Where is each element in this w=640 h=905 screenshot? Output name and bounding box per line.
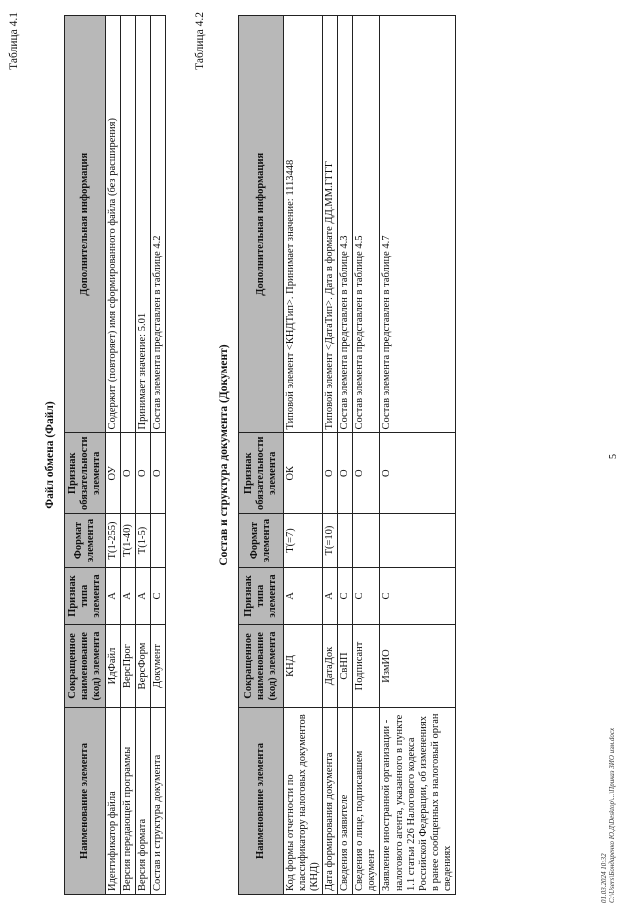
cell-name: Идентификатор файла xyxy=(106,708,121,895)
cell-code: ИдФайл xyxy=(106,625,121,708)
table-row xyxy=(353,16,380,895)
table-row xyxy=(121,16,136,895)
cell-required: О xyxy=(136,433,151,514)
cell-type: А xyxy=(106,568,121,625)
cell-code: ДатаДок xyxy=(323,625,338,708)
cell-info: Состав элемента представлен в таблице 4.2 xyxy=(151,16,166,433)
cell-info: Содержит (повторяет) имя сформированного файла (без расширения) xyxy=(106,16,121,433)
table-row xyxy=(151,16,166,895)
table-header-row xyxy=(65,16,106,895)
cell-info: Состав элемента представлен в таблице 4.7 xyxy=(380,16,455,433)
header-cell: Признак типа элемента xyxy=(65,568,106,625)
header-cell: Признак типа элемента xyxy=(239,568,284,625)
cell-code: Подписант xyxy=(353,625,380,708)
table-row xyxy=(338,16,353,895)
cell-code: ВерсПрог xyxy=(121,625,136,708)
cell-info: Типовой элемент <КНДТип>. Принимает значение: 1113448 xyxy=(284,16,323,433)
cell-name: Версия передающей программы xyxy=(121,708,136,895)
cell-info: Состав элемента представлен в таблице 4.5 xyxy=(353,16,380,433)
table-4-1-label: Таблица 4.1 xyxy=(8,12,20,70)
cell-code: СвНП xyxy=(338,625,353,708)
cell-required: О xyxy=(151,433,166,514)
table-row xyxy=(380,16,455,895)
table-4-2-label: Таблица 4.2 xyxy=(194,12,206,70)
table-row xyxy=(106,16,121,895)
cell-format: Т(1-5) xyxy=(136,514,151,568)
cell-required: О xyxy=(380,433,455,514)
cell-type: А xyxy=(323,568,338,625)
cell-type: С xyxy=(338,568,353,625)
cell-info: Принимает значение: 5.01 xyxy=(136,16,151,433)
header-cell: Дополнительная информация xyxy=(65,16,106,433)
cell-format: Т(=10) xyxy=(323,514,338,568)
table-4-1 xyxy=(64,15,166,895)
cell-info xyxy=(121,16,136,433)
cell-format xyxy=(380,514,455,568)
header-cell: Формат элемента xyxy=(239,514,284,568)
cell-code: ВерсФорм xyxy=(136,625,151,708)
table-4-2-title: Состав и структура документа (Документ) xyxy=(218,344,230,566)
table-row xyxy=(136,16,151,895)
cell-type: А xyxy=(136,568,151,625)
cell-type: А xyxy=(121,568,136,625)
footer-timestamp: 01.03.2024 10:32 xyxy=(600,853,608,903)
header-cell: Наименование элемента xyxy=(239,708,284,895)
header-cell: Формат элемента xyxy=(65,514,106,568)
cell-type: С xyxy=(353,568,380,625)
header-cell: Признак обязательности элемента xyxy=(65,433,106,514)
cell-type: С xyxy=(380,568,455,625)
cell-name: Код формы отчетности по классификатору налоговых документов (КНД) xyxy=(284,708,323,895)
cell-info: Типовой элемент <ДатаТип>. Дата в формате ДД.ММ.ГГГГ xyxy=(323,16,338,433)
cell-name: Сведения о заявителе xyxy=(338,708,353,895)
cell-name: Сведения о лице, подписавшем документ xyxy=(353,708,380,895)
table-4-2 xyxy=(238,15,456,895)
header-cell: Сокращенное наименование (код) элемента xyxy=(239,625,284,708)
cell-format xyxy=(338,514,353,568)
cell-required: ОУ xyxy=(106,433,121,514)
cell-required: О xyxy=(353,433,380,514)
header-cell: Дополнительная информация xyxy=(239,16,284,433)
header-cell: Наименование элемента xyxy=(65,708,106,895)
cell-format xyxy=(151,514,166,568)
cell-info: Состав элемента представлен в таблице 4.3 xyxy=(338,16,353,433)
cell-code: Документ xyxy=(151,625,166,708)
cell-format: Т(1-40) xyxy=(121,514,136,568)
cell-format: Т(1-255) xyxy=(106,514,121,568)
header-cell: Признак обязательности элемента xyxy=(239,433,284,514)
cell-code: ИзмИО xyxy=(380,625,455,708)
cell-required: О xyxy=(121,433,136,514)
footer-file-path: C:\Users\Бондаренко Ю.Д\Desktop\...\Приказ ЗИО изм.docx xyxy=(608,727,617,903)
header-cell: Сокращенное наименование (код) элемента xyxy=(65,625,106,708)
cell-type: А xyxy=(284,568,323,625)
cell-format xyxy=(353,514,380,568)
table-row xyxy=(284,16,323,895)
cell-required: О xyxy=(338,433,353,514)
table-row xyxy=(323,16,338,895)
cell-name: Заявление иностранной организации - налогового агента, указанного в пункте 1.1 статьи 226 Налогового кодекса Российской Федерации, об изменениях в ранее сообщенных в налоговый орган сведениях xyxy=(380,708,455,895)
cell-name: Дата формирования документа xyxy=(323,708,338,895)
page-number: 5 xyxy=(608,454,619,459)
cell-required: ОК xyxy=(284,433,323,514)
cell-name: Состав и структура документа xyxy=(151,708,166,895)
cell-code: КНД xyxy=(284,625,323,708)
table-4-1-title: Файл обмена (Файл) xyxy=(44,401,56,509)
cell-name: Версия формата xyxy=(136,708,151,895)
cell-type: С xyxy=(151,568,166,625)
cell-format: Т(=7) xyxy=(284,514,323,568)
table-header-row xyxy=(239,16,284,895)
cell-required: О xyxy=(323,433,338,514)
footer-file-info xyxy=(600,728,617,903)
